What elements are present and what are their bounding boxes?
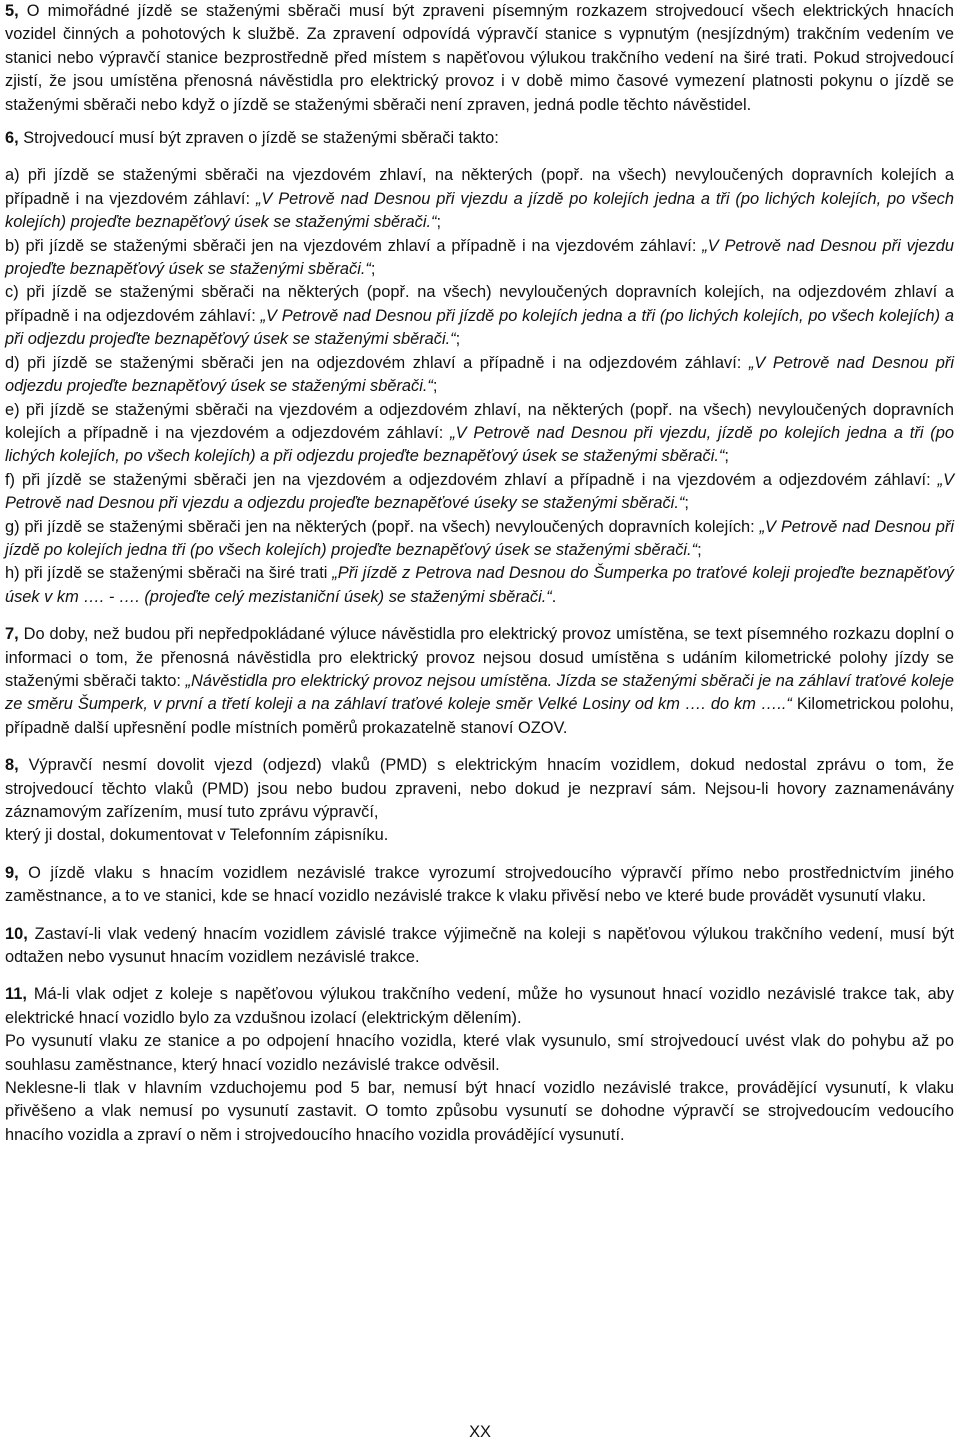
paragraph-body [5, 754, 954, 824]
item-text: e) při jízdě se staženými sběrači na vjezdovém a odjezdovém zhlaví, na některých (popř. na všech) nevyloučených dopravních kolejích a případně i na vjezdovém a odjezdovém záhlaví: [5, 400, 954, 442]
paragraph-text: Má-li vlak odjet z koleje s napěťovou výlukou trakčního vedení, může ho vysunout hnací vozidlo nezávislé trakce tak, aby elektrické hnací vozidlo bylo za vzdušnou izolací (elektrickým dělením). [5, 985, 954, 1027]
list-item-e [5, 399, 954, 469]
notification-list [5, 164, 954, 609]
item-end: ; [370, 260, 376, 279]
paragraph-text: Zastaví-li vlak vedený hnacím vozidlem závislé trakce výjimečně na koleji s napěťovou výlukou trakčního vedení, musí být odtažen nebo vysunut hnacím vozidlem nezávislé trakce. [5, 924, 954, 967]
paragraph-number: 7, [5, 625, 19, 644]
item-text: a) při jízdě se staženými sběrači na vjezdovém zhlaví, na některých (popř. na všech) nevyloučených dopravních kolejích a případně i na vjezdovém záhlaví: [5, 166, 954, 208]
item-quote: „Při jízdě z Petrova nad Desnou do Šumperka po traťové koleji projeďte beznapěťový úsek v km …. - …. (projeďte celý mezistaniční úsek) se staženými sběrači.“ [5, 564, 955, 606]
item-text: c) při jízdě se staženými sběrači na některých (popř. na všech) nevyloučených dopravních kolejích, na odjezdovém zhlaví a případně i na odjezdovém záhlaví: [5, 283, 954, 325]
paragraph-11 [5, 983, 954, 1147]
item-end: ; [684, 494, 689, 513]
item-quote: „V Petrově nad Desnou při jízdě po kolejích jedna tři (po všech kolejích) projeďte beznapěťový úsek se staženými sběrači.“ [5, 517, 955, 559]
item-end: ; [432, 377, 438, 396]
item-quote: „V Petrově nad Desnou při odjezdu projeďte beznapěťový úsek se staženými sběrači.“ [5, 353, 954, 396]
paragraph-9 [5, 862, 954, 909]
paragraph-text: O jízdě vlaku s hnacím vozidlem nezávislé trakce vyrozumí strojvedoucího výpravčí přímo nebo prostřednictvím jiného zaměstnance, a to ve stanici, kde se hnací vozidlo nezávislé trakce k vlaku přivěsí nebo ve které bude provádět vysunutí vlaku. [5, 863, 954, 906]
list-item-a [5, 164, 954, 234]
paragraph-7 [5, 623, 954, 740]
list-item-g [5, 516, 954, 563]
paragraph-10 [5, 923, 954, 970]
paragraph-last-line: který ji dostal, dokumentovat v Telefonním zápisníku. [5, 826, 389, 845]
item-text: h) při jízdě se staženými sběrači na širé trati [5, 564, 333, 583]
item-text: d) při jízdě se staženými sběrači jen na odjezdovém zhlaví a případně i na odjezdovém záhlaví: [5, 353, 749, 372]
paragraph-number: 6, [5, 129, 19, 148]
item-end: ; [697, 540, 702, 559]
paragraph-number: 8, [5, 756, 19, 775]
paragraph-number: 11, [5, 985, 27, 1004]
paragraph-text: O mimořádné jízdě se staženými sběrači musí být zpraveni písemným rozkazem strojvedoucí všech elektrických hnacích vozidel činných a pohotových k službě. Za zpravení odpovídá výpravčí stanice s vypnutým (nesjízdným) trakčním vedením ve stanici nebo výpravčí stanice bezprostředně před místem s napěťovou výlukou trakčního vedení na širé trati. Pokud strojvedoucí zjistí, že jsou umístěna přenosná návěstidla pro elektrický provoz i v době mimo časové vymezení platnosti pokynu o jízdě se staženými sběrači nebo když o jízdě se staženými sběrači není zpraven, jedná podle těchto návěstidel. [5, 2, 954, 114]
item-quote: „V Petrově nad Desnou při vjezdu, jízdě po kolejích jedna a tři (po lichých kolejích, po všech kolejích) a při odjezdu projeďte beznapěťový úsek se staženými sběrači.“ [5, 423, 954, 466]
paragraph-8 [5, 754, 954, 848]
page-footer: XX [469, 1423, 491, 1441]
paragraph-6 [5, 127, 954, 150]
item-quote: „V Petrově nad Desnou při vjezdu a jízdě po kolejích jedna a tři (po lichých kolejích, po všech kolejích) projeďte beznapěťový úsek se staženými sběrači.“ [5, 189, 954, 232]
item-end: ; [455, 330, 461, 349]
paragraph-text: Do doby, než budou při nepředpokládané výluce návěstidla pro elektrický provoz umístěna, se text písemného rozkazu doplní o informaci o tom, že přenosná návěstidla pro elektrický provoz nejsou dosud umístěna s udáním kilometrické polohy jízdy se staženými sběrači takto: [5, 625, 954, 690]
paragraph-5 [5, 0, 954, 117]
item-end: ; [436, 213, 442, 232]
list-item-d [5, 352, 954, 399]
list-item-f [5, 469, 954, 516]
item-quote: „V Petrově nad Desnou při vjezdu a odjezdu projeďte beznapěťové úseky se staženými sběrači.“ [5, 470, 954, 513]
item-quote: „V Petrově nad Desnou při jízdě po kolejích jedna a tři (po lichých kolejích, po všech kolejích) a při odjezdu projeďte beznapěťový úsek se staženými sběrači.“ [5, 306, 954, 349]
list-item-h [5, 562, 954, 609]
paragraph-number: 9, [5, 863, 19, 882]
item-quote: „V Petrově nad Desnou při vjezdu projeďte beznapěťový úsek se staženými sběrači.“ [5, 236, 954, 279]
list-item-c [5, 281, 954, 351]
item-text: b) při jízdě se staženými sběrači jen na vjezdovém zhlaví a případně i na vjezdovém záhlaví: [5, 236, 703, 255]
paragraph-text: Strojvedoucí musí být zpraven o jízdě se staženými sběrači takto: [18, 129, 499, 148]
paragraph-text: Výpravčí nesmí dovolit vjezd (odjezd) vlaků (PMD) s elektrickým hnacím vozidlem, dokud nedostal zprávu o tom, že strojvedoucí těchto vlaků (PMD) jsou nebo budou zpraveni, nebo dokud je nezpraví sám. Nejsou-li hovory zaznamenávány záznamovým zařízením, musí tuto zprávu výpravčí, [5, 756, 954, 821]
item-end: . [551, 587, 557, 606]
paragraph-quote: „Návěstidla pro elektrický provoz nejsou umístěna. Jízda se staženými sběrači je na záhlaví traťové koleje ze směru Šumperk, v první a třetí koleji a na záhlaví traťové koleje směr Velké Losiny od km …. do km …..“ [5, 671, 954, 714]
item-text: g) při jízdě se staženými sběrači jen na některých (popř. na všech) nevyloučených dopravních kolejích: [5, 517, 760, 536]
item-text: f) při jízdě se staženými sběrači jen na vjezdovém a odjezdovém zhlaví a případně i na vjezdovém a odjezdovém záhlaví: [5, 470, 938, 489]
paragraph-number: 5, [5, 2, 19, 20]
paragraph-subtext: Neklesne-li tlak v hlavním vzduchojemu pod 5 bar, nemusí být hnací vozidlo nezávislé trakce, provádějící vysunutí, k vlaku přivěšeno a vlak nemusí po vysunutí zastavit. O tomto způsobu vysunutí se dohodne výpravčí se strojvedoucím vedoucího hnacího vozidla a zpraví o něm i strojvedoucího hnacího vozidla provádějící vysunutí. [5, 1079, 954, 1144]
item-end: ; [724, 447, 729, 466]
paragraph-text-end: Kilometrickou polohu, případně další upřesnění podle místních poměrů prokazatelně stanoví OZOV. [5, 695, 954, 737]
paragraph-subtext: Po vysunutí vlaku ze stanice a po odpojení hnacího vozidla, které vlak vysunulo, smí strojvedoucí uvést vlak do pohybu až po souhlasu zaměstnance, který hnací vozidlo nezávislé trakce odvěsil. [5, 1032, 954, 1074]
paragraph-number: 10, [5, 924, 28, 943]
paragraph-body [5, 983, 954, 1030]
list-item-b [5, 235, 954, 282]
